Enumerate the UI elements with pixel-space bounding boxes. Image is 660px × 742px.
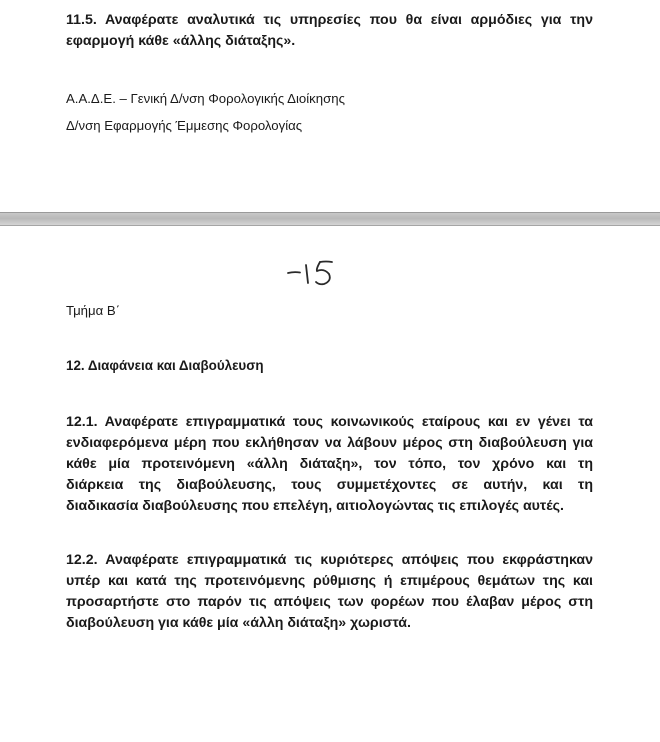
question-11-5 [66,10,593,52]
section-heading-12: 12. Διαφάνεια και Διαβούλευση [66,358,264,373]
question-12-2-line: προσαρτήστε στο παρόν τις απόψεις των φορέων που έλαβαν μέρος στη [66,594,593,610]
question-12-1-line: 12.1. Αναφέρατε επιγραμματικά τους κοινωνικούς εταίρους και εν γένει τα [66,414,593,430]
question-12-2 [66,550,593,634]
authority-directorate: Δ/νση Εφαρμογής Έμμεσης Φορολογίας [66,118,303,133]
question-12-2-line: διαβούλευση για κάθε μία «άλλη διάταξη» χωριστά. [66,615,411,631]
authority-name: Α.Α.Δ.Ε. – Γενική Δ/νση Φορολογικής Διοίκησης [66,91,345,106]
question-12-1-line: διαδικασία διαβούλευσης που επελέγη, αιτιολογώντας τις επιλογές αυτές. [66,498,564,514]
handwritten-page-number [284,256,344,290]
question-11-5-line: εφαρμογή κάθε «άλλης διάταξης». [66,33,296,49]
section-label: Τμήμα Β΄ [66,303,121,318]
question-12-2-line: 12.2. Αναφέρατε επιγραμματικά τις κυριότερες απόψεις που εκφράστηκαν [66,552,593,568]
page-separator [0,212,660,226]
question-12-1-line: ενδιαφερόμενα μέρη που εκλήθησαν να λάβουν μέρος στη διαβούλευση για [66,435,593,451]
question-12-1-line: διάρκεια της διαβούλευσης, τους συμμετέχοντες σε αυτήν, και τη [66,477,593,493]
question-12-1-line: κάθε μία προτεινόμενη «άλλη διάταξη», τον τόπο, τον χρόνο και τη [66,456,593,472]
question-12-2-line: υπέρ και κατά της προτεινόμενης ρύθμισης ή επιμέρους θεμάτων της και [66,573,593,589]
question-12-1 [66,412,593,517]
question-11-5-line: 11.5. Αναφέρατε αναλυτικά τις υπηρεσίες που θα είναι αρμόδιες για την [66,12,593,28]
